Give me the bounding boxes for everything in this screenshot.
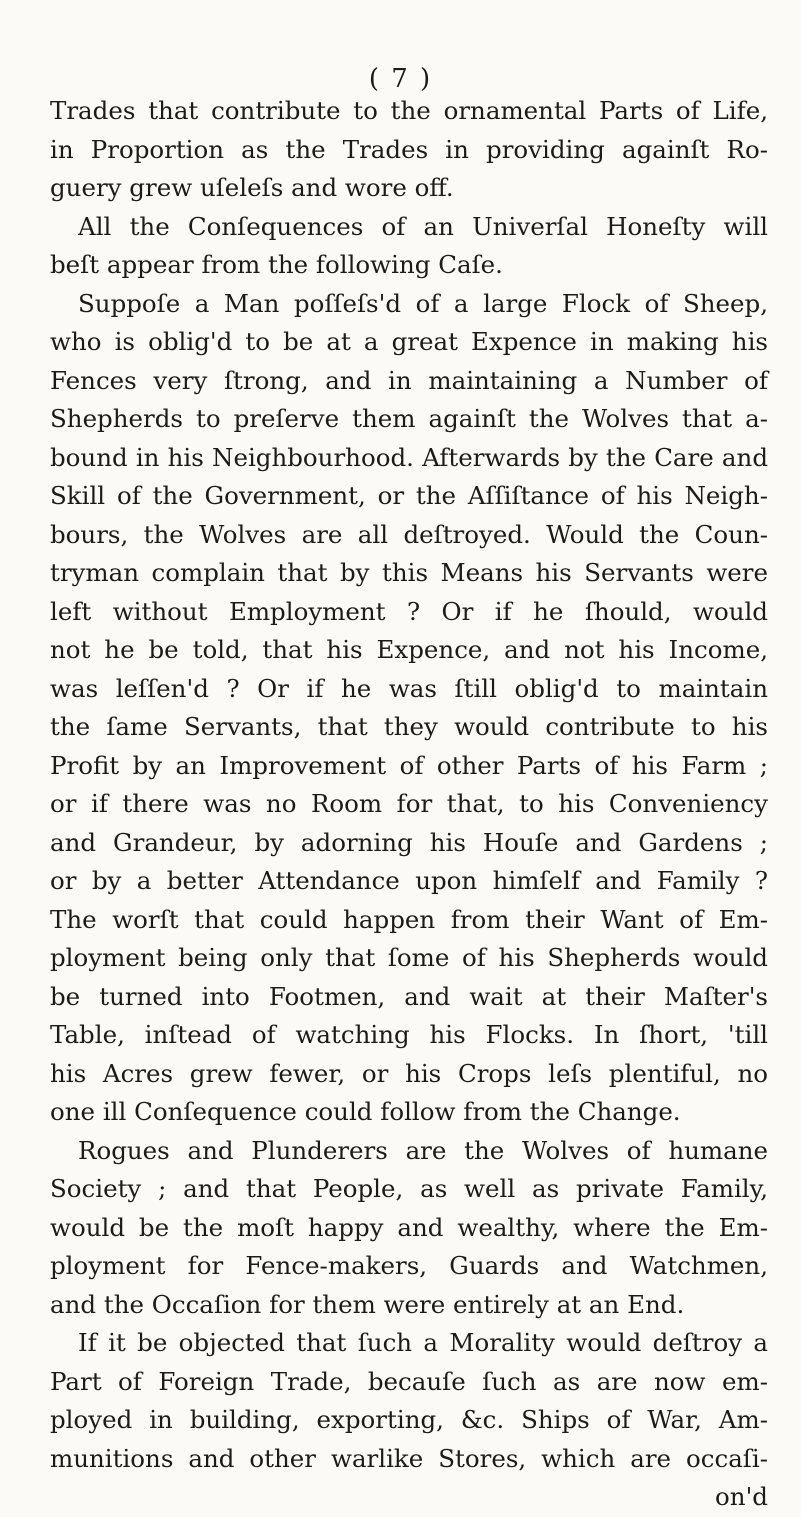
text-line: ployed in building, exporting, &c. Ships of War, Am- (50, 1405, 768, 1434)
text-line: who is oblig'd to be at a great Expence in making his (50, 327, 768, 356)
text-line: Suppoſe a Man poſſeſs'd of a large Flock of Sheep, (78, 288, 768, 318)
text-line: Rogues and Plunderers are the Wolves of humane (78, 1135, 768, 1165)
text-line: be turned into Footmen, and wait at their Maſter's (50, 981, 768, 1011)
text-line: his Acres grew fewer, or his Crops leſs plentiful, no (50, 1058, 768, 1088)
text-line: munitions and other warlike Stores, which are occaſi- (50, 1443, 768, 1473)
text-line: beſt appear from the following Caſe. (50, 250, 503, 279)
body-text (50, 92, 768, 1517)
text-line: guery grew uſeleſs and wore off. (50, 173, 454, 202)
text-line: All the Conſequences of an Univerſal Honeſty will (78, 211, 768, 241)
text-line: was leſſen'd ? Or if he was ſtill oblig'd to maintain (50, 673, 768, 703)
text-line: one ill Conſequence could follow from the Change. (50, 1097, 681, 1126)
text-line: and the Occaſion for them were entirely at an End. (50, 1289, 685, 1319)
text-line: or if there was no Room for that, to his Conveniency (50, 789, 768, 818)
text-line: left without Employment ? Or if he ſhould, would (50, 596, 768, 626)
text-line: Fences very ſtrong, and in maintaining a Number of (50, 365, 768, 395)
text-line: Table, inſtead of watching his Flocks. In ſhort, 'till (50, 1020, 768, 1049)
text-line: would be the moſt happy and wealthy, where the Em- (50, 1212, 768, 1242)
catchword: on'd (715, 1482, 768, 1511)
text-line: tryman complain that by this Means his Servants were (50, 558, 768, 587)
text-line: and Grandeur, by adorning his Houſe and Gardens ; (50, 827, 768, 857)
text-line: Skill of the Government, or the Aſſiſtance of his Neigh- (50, 481, 768, 510)
text-line: the ſame Servants, that they would contribute to his (50, 712, 768, 741)
text-line: Profit by an Improvement of other Parts of his Farm ; (50, 750, 768, 780)
page-number: ( 7 ) (368, 64, 433, 94)
text-line: bours, the Wolves are all deſtroyed. Would the Coun- (50, 519, 768, 549)
text-line: ployment for Fence-makers, Guards and Watchmen, (50, 1251, 768, 1280)
text-line: Part of Foreign Trade, becauſe ſuch as are now em- (50, 1366, 768, 1396)
text-line: If it be objected that ſuch a Morality would deſtroy a (78, 1328, 768, 1357)
text-line: Shepherds to preſerve them againſt the Wolves that a- (50, 404, 768, 433)
text-line: not he be told, that his Expence, and not his Income, (50, 635, 768, 664)
text-line: bound in his Neighbourhood. Afterwards by the Care and (50, 442, 768, 472)
text-line: or by a better Attendance upon himſelf and Family ? (50, 866, 768, 895)
text-line: in Proportion as the Trades in providing againſt Ro- (50, 134, 768, 164)
text-line: Society ; and that People, as well as private Family, (50, 1174, 768, 1203)
text-line: The worſt that could happen from their Want of Em- (50, 904, 768, 934)
text-line: Trades that contribute to the ornamental Parts of Life, (50, 96, 768, 125)
text-line: ployment being only that ſome of his Shepherds would (50, 943, 768, 972)
